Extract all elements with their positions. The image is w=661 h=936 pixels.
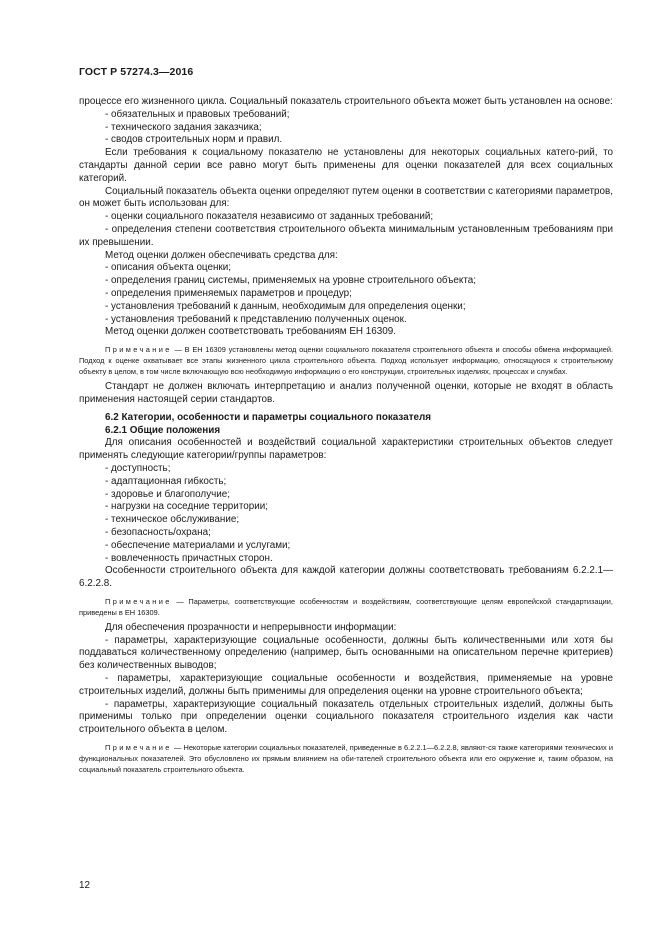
note-text: — Некоторые категории социальных показателей, приведенные в 6.2.2.1—6.2.2.8, являют-ся также категориями технических и функциональных показателей. Это обусловлено их прямым влиянием на оби-тателей строительного объекта или его окружение и, таким образом, на социальный показатель строительного объекта. [79,743,613,775]
paragraph: Особенности строительного объекта для каждой категории должны соответствовать требованиям 6.2.2.1—6.2.2.8. [79,565,613,590]
section-heading: 6.2 Категории, особенности и параметры социального показателя [105,411,432,423]
list-item: - определения степени соответствия строительного объекта минимальным установленным требованиям при их превышении. [79,223,613,248]
list-item: - здоровье и благополучие; [105,488,231,500]
paragraph: Для описания особенностей и воздействий социальной характеристики строительных объектов следует применять следующие категории/группы параметров: [79,437,613,462]
paragraph: - параметры, характеризующие социальные особенности и воздействия, применяемые на уровне строительных изделий, должны быть применимы для определения оценки на уровне строительного объекта; [79,673,613,697]
page-number: 12 [79,880,90,891]
paragraph: процессе его жизненного цикла. Социальный показатель строительного объекта может быть установлен на основе: [79,96,613,107]
paragraph: Если требования к социальному показателю не установлены для некоторых социальных катего-рий, то стандарты данной серии все равно могут быть применены для оценки показателей для всех социальных категорий. [79,147,613,184]
subsection-heading: 6.2.1 Общие положения [105,424,221,436]
list-item: - безопасность/охрана; [105,526,211,538]
list-item: - описания объекта оценки; [105,262,232,274]
paragraph: Социальный показатель объекта оценки определяют путем оценки в соответствии с категориями параметров, он может быть использован для: [79,185,613,210]
note-text: — В ЕН 16309 установлены метод оценки социального показателя строительного объекта и способы обмена информацией. Подход к оценке охватывает все этапы жизненного цикла строительного объекта. Подход использует информацию, относящуюся к строительному объекту в целом, в том числе включающую всю необходимую информацию о его конструкции, строительных изделиях, процессах и службах. [79,345,613,377]
list-item: - сводов строительных норм и правил. [105,134,283,146]
list-item: - вовлеченность причастных сторон. [105,552,273,564]
paragraph: Стандарт не должен включать интерпретацию и анализ полученной оценки, которые не входят в область применения настоящей серии стандартов. [79,381,613,405]
paragraph: - параметры, характеризующие социальные особенности, должны быть количественными или хотя бы поддаваться количественному определению (например, быть основанными на описательном перечне критериев) без количественных выводов; [79,634,613,672]
list-item: - технического задания заказчика; [105,121,262,133]
list-item: - нагрузки на соседние территории; [105,501,268,513]
list-item: - доступность; [105,462,171,474]
note-label: Примечание [105,596,172,606]
paragraph: - параметры, характеризующие социальный показатель отдельных строительных изделий, должны быть применимы только при определении оценки социального показателя строительного изделия как части строительного объекта в целом. [79,698,613,736]
paragraph: Для обеспечения прозрачности и непрерывности информации: [105,621,397,633]
paragraph: Метод оценки должен соответствовать требованиям ЕН 16309. [105,326,396,338]
list-item: - адаптационная гибкость; [105,475,227,487]
paragraph: Метод оценки должен обеспечивать средства для: [105,249,338,261]
document-body [79,96,613,779]
list-item: - оценки социального показателя независимо от заданных требований; [105,211,434,223]
list-item: - установления требований к представлению полученных оценок. [105,313,407,325]
note-label: Примечание [105,345,172,355]
note [79,742,613,775]
list-item: - установления требований к данным, необходимым для определения оценки; [105,300,466,312]
list-item: - техническое обслуживание; [105,514,240,526]
list-item: - определения применяемых параметров и процедур; [105,287,352,299]
list-item: - обеспечение материалами и услугами; [105,539,291,551]
list-item: - определения границ системы, применяемых на уровне строительного объекта; [105,275,477,287]
note-text: — Параметры, соответствующие особенностям и воздействиям, соответствующие целям европейской стандартизации, приведены в ЕН 16309. [79,596,613,617]
document-header: ГОСТ Р 57274.3—2016 [79,66,194,78]
list-item: - обязательных и правовых требований; [105,108,290,120]
note-label: Примечание [105,743,172,753]
note [79,596,613,618]
note [79,344,613,377]
